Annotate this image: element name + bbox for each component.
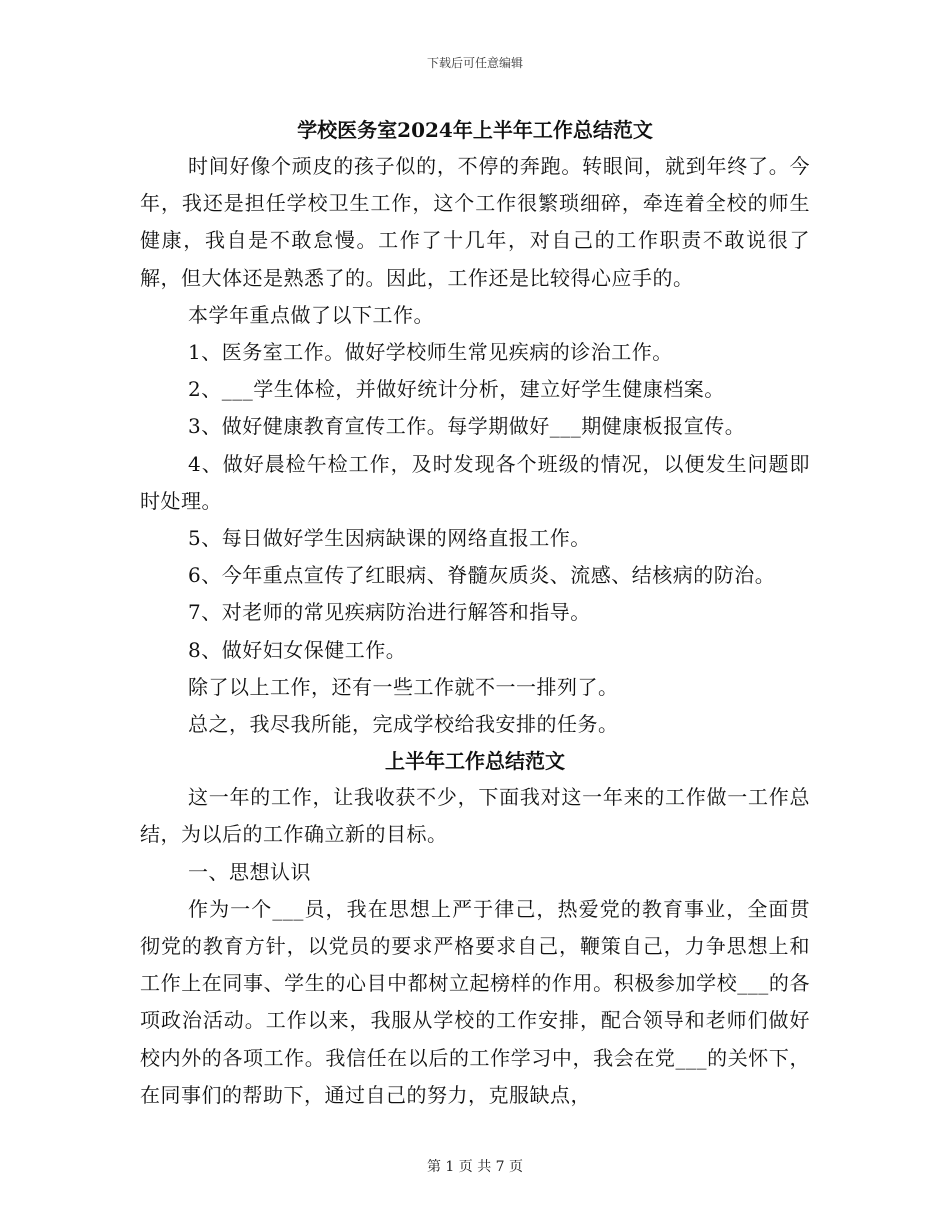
paragraph: 除了以上工作，还有一些工作就不一一排列了。 [188, 674, 619, 699]
paragraph: 作为一个___员，我在思想上严于律己，热爱党的教育事业，全面贯彻党的教育方针，以党员的要求严格要求自己，鞭策自己，力争思想上和工作上在同事、学生的心目中都树立起榜样的作用。积极参加学校___的各项政治活动。工作以来，我服从学校的工作安排，配合领导和老师们做好校内外的各项工作。我信任在以后的工作学习中，我会在党___的关怀下，在同事们的帮助下，通过自己的努力，克服缺点， [140, 896, 810, 1107]
subheading: 一、思想认识 [188, 859, 311, 884]
document-body [140, 112, 810, 1114]
paragraph: 这一年的工作，让我收获不少，下面我对这一年来的工作做一工作总结，为以后的工作确立新的目标。 [140, 785, 810, 847]
document-title: 学校医务室2024年上半年工作总结范文 [297, 118, 653, 142]
list-item: 6、今年重点宣传了红眼病、脊髓灰质炎、流感、结核病的防治。 [188, 563, 776, 588]
list-item: 7、对老师的常见疾病防治进行解答和指导。 [188, 600, 591, 625]
section-title: 上半年工作总结范文 [385, 749, 565, 774]
header-note: 下载后可任意编辑 [426, 56, 523, 70]
paragraph: 时间好像个顽皮的孩子似的，不停的奔跑。转眼间，就到年终了。今年，我还是担任学校卫生工作，这个工作很繁琐细碎，牵连着全校的师生健康，我自是不敢怠慢。工作了十几年，对自己的工作职责不敢说很了解，但大体还是熟悉了的。因此，工作还是比较得心应手的。 [140, 154, 810, 290]
list-item: 2、___学生体检，并做好统计分析，建立好学生健康档案。 [188, 377, 725, 402]
list-item: 4、做好晨检午检工作，及时发现各个班级的情况，以便发生问题即时处理。 [140, 451, 810, 513]
list-item: 3、做好健康教育宣传工作。每学期做好___期健康板报宣传。 [188, 414, 746, 439]
list-item: 1、医务室工作。做好学校师生常见疾病的诊治工作。 [188, 340, 673, 365]
paragraph: 总之，我尽我所能，完成学校给我安排的任务。 [188, 712, 619, 737]
paragraph: 本学年重点做了以下工作。 [188, 302, 434, 327]
list-item: 5、每日做好学生因病缺课的网络直报工作。 [188, 526, 591, 551]
list-item: 8、做好妇女保健工作。 [188, 637, 407, 662]
page-footer: 第 1 页 共 7 页 [426, 1159, 524, 1175]
